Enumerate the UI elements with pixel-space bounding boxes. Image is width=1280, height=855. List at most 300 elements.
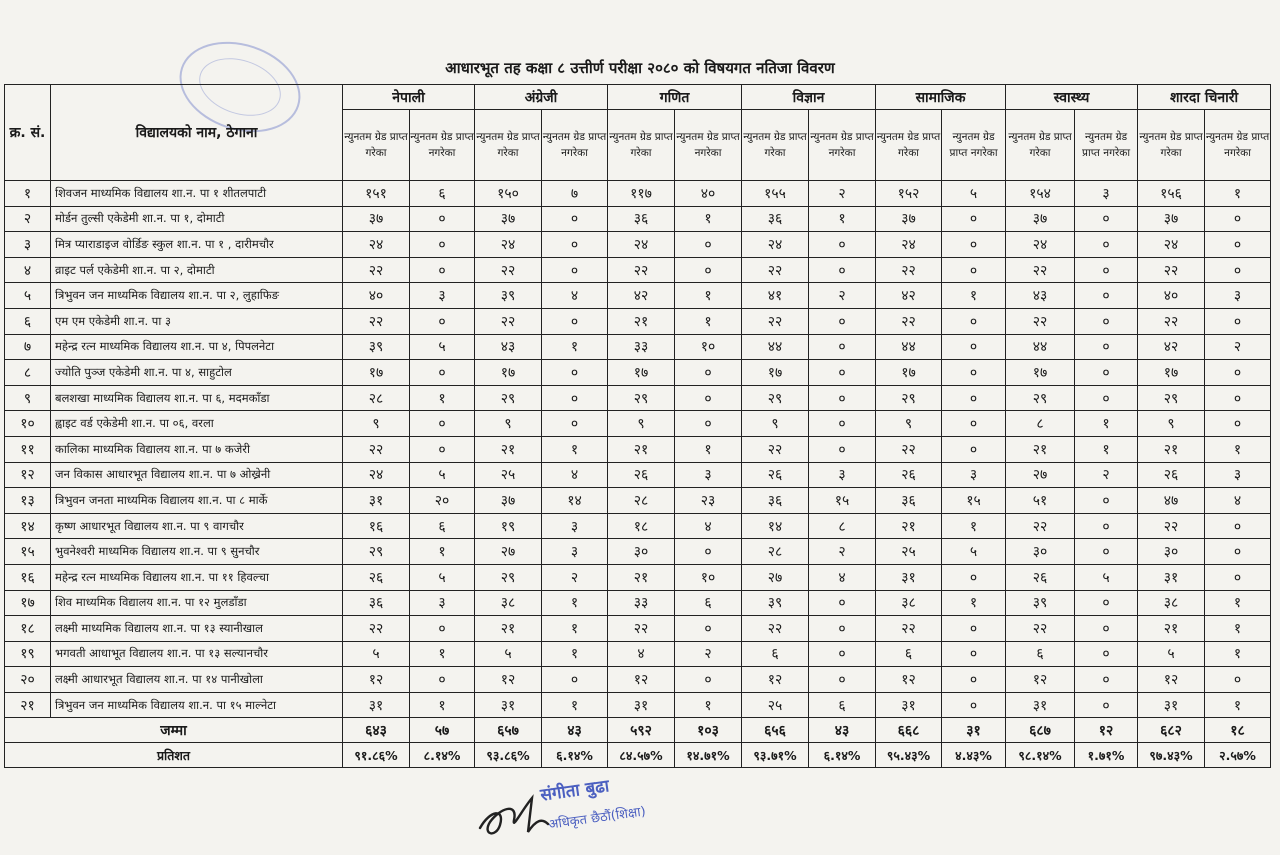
col-header-failed: न्युनतम ग्रेड प्राप्त नगरेका — [1205, 110, 1271, 181]
cell-passed: ९ — [608, 411, 675, 437]
cell-failed: ३ — [542, 539, 608, 565]
cell-passed: ५ — [475, 641, 542, 667]
cell-failed: १ — [410, 692, 475, 718]
cell-failed: ० — [809, 257, 876, 283]
cell-passed: ३१ — [608, 692, 675, 718]
percent-row — [5, 743, 1271, 768]
cell-passed: १४ — [742, 513, 809, 539]
cell-passed: ४० — [343, 283, 410, 309]
percent-cell: ९८.१४% — [1006, 743, 1075, 768]
percent-cell: ९१.८६% — [343, 743, 410, 768]
cell-failed: १० — [675, 334, 742, 360]
row-sn: १४ — [5, 513, 51, 539]
cell-passed: ३६ — [343, 590, 410, 616]
table-row — [5, 385, 1271, 411]
cell-passed: १७ — [608, 360, 675, 386]
cell-passed: २५ — [876, 539, 942, 565]
cell-failed: ० — [1205, 232, 1271, 258]
cell-passed: ३६ — [876, 488, 942, 514]
percent-cell: १४.७१% — [675, 743, 742, 768]
cell-passed: ३८ — [1138, 590, 1205, 616]
cell-failed: १५ — [809, 488, 876, 514]
cell-passed: १२ — [742, 667, 809, 693]
cell-failed: ० — [809, 232, 876, 258]
cell-failed: ० — [542, 411, 608, 437]
col-header-passed: न्युनतम ग्रेड प्राप्त गरेका — [475, 110, 542, 181]
cell-passed: २२ — [343, 308, 410, 334]
col-header-subject: नेपाली — [343, 85, 475, 110]
cell-failed: १५ — [942, 488, 1006, 514]
cell-failed: १ — [542, 692, 608, 718]
cell-passed: ४४ — [742, 334, 809, 360]
cell-passed: ३९ — [343, 334, 410, 360]
col-header-passed: न्युनतम ग्रेड प्राप्त गरेका — [343, 110, 410, 181]
cell-passed: १९ — [475, 513, 542, 539]
cell-passed: ९ — [1138, 411, 1205, 437]
row-school-name: लक्ष्मी आधारभूत विद्यालय शा.न. पा १४ पानीखोला — [51, 667, 343, 693]
cell-failed: ० — [1075, 308, 1138, 334]
total-cell: ३१ — [942, 718, 1006, 743]
cell-passed: २२ — [1006, 308, 1075, 334]
cell-passed: १२ — [343, 667, 410, 693]
cell-failed: १ — [542, 590, 608, 616]
table-row — [5, 590, 1271, 616]
cell-failed: ६ — [675, 590, 742, 616]
cell-failed: ० — [675, 232, 742, 258]
percent-label: प्रतिशत — [5, 743, 343, 768]
table-row — [5, 181, 1271, 207]
cell-failed: ४ — [542, 462, 608, 488]
col-header-subject: विज्ञान — [742, 85, 876, 110]
cell-passed: २२ — [876, 257, 942, 283]
cell-failed: ५ — [1075, 564, 1138, 590]
cell-failed: ० — [1075, 232, 1138, 258]
cell-passed: १६ — [343, 513, 410, 539]
cell-failed: ० — [1205, 206, 1271, 232]
cell-passed: ३९ — [1006, 590, 1075, 616]
cell-failed: ० — [542, 206, 608, 232]
cell-failed: ० — [809, 385, 876, 411]
total-label: जम्मा — [5, 718, 343, 743]
cell-passed: ४० — [1138, 283, 1205, 309]
row-sn: १७ — [5, 590, 51, 616]
col-header-passed: न्युनतम ग्रेड प्राप्त गरेका — [1006, 110, 1075, 181]
cell-failed: ३ — [1205, 283, 1271, 309]
col-header-failed: न्युनतम ग्रेड प्राप्त नगरेका — [942, 110, 1006, 181]
cell-failed: ० — [809, 308, 876, 334]
cell-failed: १ — [675, 283, 742, 309]
cell-failed: ० — [410, 257, 475, 283]
cell-failed: २० — [410, 488, 475, 514]
total-cell: १२ — [1075, 718, 1138, 743]
cell-failed: ० — [1075, 616, 1138, 642]
cell-failed: ० — [1075, 641, 1138, 667]
cell-failed: ० — [1075, 334, 1138, 360]
cell-passed: ३० — [608, 539, 675, 565]
percent-cell: ९३.८६% — [475, 743, 542, 768]
row-sn: ८ — [5, 360, 51, 386]
percent-cell: ८४.५७% — [608, 743, 675, 768]
cell-passed: २१ — [876, 513, 942, 539]
cell-failed: ० — [1075, 257, 1138, 283]
results-table — [4, 84, 1271, 768]
cell-passed: २२ — [876, 436, 942, 462]
cell-failed: ० — [809, 590, 876, 616]
cell-passed: १२ — [1138, 667, 1205, 693]
cell-passed: ८ — [1006, 411, 1075, 437]
total-cell: ६५७ — [475, 718, 542, 743]
cell-failed: १ — [1205, 590, 1271, 616]
cell-failed: ० — [1075, 283, 1138, 309]
table-row — [5, 436, 1271, 462]
cell-failed: ५ — [410, 564, 475, 590]
cell-passed: २४ — [876, 232, 942, 258]
cell-failed: १ — [410, 385, 475, 411]
cell-passed: २९ — [876, 385, 942, 411]
cell-failed: ० — [1205, 513, 1271, 539]
cell-passed: २६ — [343, 564, 410, 590]
cell-passed: २४ — [608, 232, 675, 258]
row-sn: २ — [5, 206, 51, 232]
row-school-name: भगवती आधाभूत विद्यालय शा.न. पा १३ सल्यानचौर — [51, 641, 343, 667]
cell-passed: २१ — [1138, 436, 1205, 462]
row-sn: १३ — [5, 488, 51, 514]
signature-name: संगीता बुढा — [539, 776, 611, 806]
cell-failed: ० — [542, 232, 608, 258]
cell-passed: ३७ — [475, 206, 542, 232]
cell-failed: १ — [675, 692, 742, 718]
cell-failed: १ — [675, 436, 742, 462]
cell-failed: २ — [542, 564, 608, 590]
col-header-passed: न्युनतम ग्रेड प्राप्त गरेका — [876, 110, 942, 181]
cell-passed: २२ — [475, 257, 542, 283]
cell-passed: २२ — [1138, 513, 1205, 539]
row-sn: ७ — [5, 334, 51, 360]
table-row — [5, 308, 1271, 334]
cell-failed: ४ — [675, 513, 742, 539]
cell-failed: ० — [675, 257, 742, 283]
row-school-name: महेन्द्र रत्न माध्यमिक विद्यालय शा.न. पा ११ हिवल्चा — [51, 564, 343, 590]
row-school-name: बलशखा माध्यमिक विद्यालय शा.न. पा ६, मदमकाँडा — [51, 385, 343, 411]
cell-failed: ४० — [675, 181, 742, 207]
row-sn: १५ — [5, 539, 51, 565]
cell-passed: २२ — [608, 616, 675, 642]
cell-failed: २ — [809, 283, 876, 309]
cell-passed: २७ — [742, 564, 809, 590]
col-header-subject: गणित — [608, 85, 742, 110]
percent-cell: ६.१४% — [809, 743, 876, 768]
cell-passed: २७ — [1006, 462, 1075, 488]
total-cell: १०३ — [675, 718, 742, 743]
cell-failed: ० — [1205, 257, 1271, 283]
row-sn: १ — [5, 181, 51, 207]
cell-failed: १ — [410, 539, 475, 565]
cell-passed: २४ — [742, 232, 809, 258]
cell-failed: ३ — [410, 283, 475, 309]
cell-failed: १ — [1075, 411, 1138, 437]
table-row — [5, 283, 1271, 309]
cell-passed: २१ — [608, 564, 675, 590]
cell-failed: ४ — [542, 283, 608, 309]
cell-passed: ११७ — [608, 181, 675, 207]
cell-failed: ० — [1075, 539, 1138, 565]
cell-passed: १५१ — [343, 181, 410, 207]
cell-passed: ५ — [343, 641, 410, 667]
cell-failed: ० — [1205, 564, 1271, 590]
cell-passed: २९ — [343, 539, 410, 565]
cell-failed: ० — [1205, 411, 1271, 437]
row-school-name: जन विकास आधारभूत विद्यालय शा.न. पा ७ ओख्रेनी — [51, 462, 343, 488]
cell-failed: ० — [942, 360, 1006, 386]
cell-passed: १७ — [742, 360, 809, 386]
cell-passed: २६ — [876, 462, 942, 488]
total-row — [5, 718, 1271, 743]
cell-passed: ३९ — [475, 283, 542, 309]
cell-failed: ० — [410, 206, 475, 232]
cell-failed: ० — [1075, 488, 1138, 514]
cell-failed: ५ — [410, 334, 475, 360]
cell-failed: ० — [1075, 590, 1138, 616]
cell-failed: ० — [942, 436, 1006, 462]
cell-failed: ० — [675, 667, 742, 693]
cell-passed: २६ — [1006, 564, 1075, 590]
cell-failed: ५ — [942, 539, 1006, 565]
cell-passed: २९ — [1138, 385, 1205, 411]
percent-cell: १.७१% — [1075, 743, 1138, 768]
table-row — [5, 641, 1271, 667]
cell-passed: २५ — [742, 692, 809, 718]
cell-failed: १ — [1205, 436, 1271, 462]
col-header-subject: शारदा चिनारी — [1138, 85, 1271, 110]
cell-passed: ३३ — [608, 590, 675, 616]
cell-passed: २२ — [608, 257, 675, 283]
cell-failed: १ — [1205, 181, 1271, 207]
cell-failed: २ — [675, 641, 742, 667]
cell-failed: १ — [1205, 616, 1271, 642]
col-header-failed: न्युनतम ग्रेड प्राप्त नगरेका — [809, 110, 876, 181]
col-header-failed: न्युनतम ग्रेड प्राप्त नगरेका — [542, 110, 608, 181]
cell-passed: ४२ — [1138, 334, 1205, 360]
table-body — [5, 181, 1271, 718]
cell-passed: ४३ — [1006, 283, 1075, 309]
table-row — [5, 513, 1271, 539]
cell-failed: ० — [542, 308, 608, 334]
cell-passed: ६ — [1006, 641, 1075, 667]
cell-passed: ३९ — [742, 590, 809, 616]
cell-passed: २४ — [1138, 232, 1205, 258]
cell-passed: ४७ — [1138, 488, 1205, 514]
col-header-sn: क्र. सं. — [5, 85, 51, 181]
cell-passed: २९ — [475, 385, 542, 411]
cell-passed: २४ — [475, 232, 542, 258]
row-school-name: ज्योति पुञ्ज एकेडेमी शा.न. पा ४, साहुटोल — [51, 360, 343, 386]
cell-failed: ० — [942, 641, 1006, 667]
cell-passed: ३१ — [343, 488, 410, 514]
cell-failed: १० — [675, 564, 742, 590]
total-cell: ६८७ — [1006, 718, 1075, 743]
col-header-subject: स्वास्थ्य — [1006, 85, 1138, 110]
col-header-subject: सामाजिक — [876, 85, 1006, 110]
row-school-name: ह्वाइट वर्ड एकेडेमी शा.न. पा ०६, वरला — [51, 411, 343, 437]
cell-failed: ० — [942, 232, 1006, 258]
row-school-name: कृष्ण आधारभूत विद्यालय शा.न. पा ९ वागचौर — [51, 513, 343, 539]
cell-failed: ० — [1075, 667, 1138, 693]
cell-passed: ६ — [742, 641, 809, 667]
cell-passed: ३८ — [475, 590, 542, 616]
cell-passed: २२ — [1006, 257, 1075, 283]
col-header-passed: न्युनतम ग्रेड प्राप्त गरेका — [1138, 110, 1205, 181]
row-school-name: एम एम एकेडेमी शा.न. पा ३ — [51, 308, 343, 334]
row-sn: १९ — [5, 641, 51, 667]
cell-failed: ४ — [809, 564, 876, 590]
cell-passed: ३१ — [1138, 564, 1205, 590]
cell-failed: ० — [1075, 692, 1138, 718]
cell-passed: ३७ — [1006, 206, 1075, 232]
cell-failed: ० — [1075, 360, 1138, 386]
cell-passed: १५० — [475, 181, 542, 207]
cell-passed: २२ — [1006, 616, 1075, 642]
cell-passed: २४ — [1006, 232, 1075, 258]
cell-passed: २४ — [343, 462, 410, 488]
row-sn: ५ — [5, 283, 51, 309]
percent-cell: ९७.४३% — [1138, 743, 1205, 768]
table-row — [5, 616, 1271, 642]
percent-cell: ४.४३% — [942, 743, 1006, 768]
cell-failed: ० — [410, 436, 475, 462]
cell-passed: २५ — [475, 462, 542, 488]
total-cell: ६६८ — [876, 718, 942, 743]
cell-passed: २२ — [1138, 257, 1205, 283]
percent-cell: ९५.४३% — [876, 743, 942, 768]
cell-passed: २८ — [343, 385, 410, 411]
cell-failed: ० — [809, 616, 876, 642]
cell-failed: १ — [410, 641, 475, 667]
cell-failed: ० — [542, 360, 608, 386]
cell-passed: १२ — [1006, 667, 1075, 693]
row-sn: १६ — [5, 564, 51, 590]
cell-failed: ३ — [1205, 462, 1271, 488]
cell-failed: ० — [942, 692, 1006, 718]
cell-failed: ० — [410, 667, 475, 693]
cell-passed: २८ — [608, 488, 675, 514]
cell-passed: १८ — [608, 513, 675, 539]
cell-failed: ३ — [410, 590, 475, 616]
total-cell: ४३ — [542, 718, 608, 743]
cell-passed: १५४ — [1006, 181, 1075, 207]
cell-passed: ३६ — [608, 206, 675, 232]
row-sn: ४ — [5, 257, 51, 283]
percent-cell: ९३.७१% — [742, 743, 809, 768]
row-school-name: शिवजन माध्यमिक विद्यालय शा.न. पा १ शीतलपाटी — [51, 181, 343, 207]
cell-failed: ० — [809, 334, 876, 360]
cell-passed: ३१ — [1006, 692, 1075, 718]
cell-failed: ८ — [809, 513, 876, 539]
cell-failed: २ — [809, 539, 876, 565]
row-sn: १२ — [5, 462, 51, 488]
cell-failed: १ — [942, 513, 1006, 539]
percent-cell: ८.१४% — [410, 743, 475, 768]
cell-passed: २१ — [608, 436, 675, 462]
total-cell: ६५६ — [742, 718, 809, 743]
cell-passed: २१ — [475, 436, 542, 462]
cell-failed: ० — [942, 411, 1006, 437]
cell-failed: ६ — [809, 692, 876, 718]
cell-failed: ० — [942, 385, 1006, 411]
cell-failed: ० — [675, 616, 742, 642]
total-cell: ५७ — [410, 718, 475, 743]
cell-failed: १ — [542, 616, 608, 642]
cell-passed: २९ — [608, 385, 675, 411]
cell-passed: १५६ — [1138, 181, 1205, 207]
cell-failed: १ — [542, 641, 608, 667]
row-sn: २० — [5, 667, 51, 693]
cell-passed: ४२ — [876, 283, 942, 309]
cell-passed: ३७ — [343, 206, 410, 232]
cell-passed: ९ — [742, 411, 809, 437]
cell-passed: २४ — [343, 232, 410, 258]
cell-failed: १ — [1205, 692, 1271, 718]
cell-passed: ३१ — [876, 692, 942, 718]
table-row — [5, 539, 1271, 565]
cell-failed: ० — [1205, 539, 1271, 565]
cell-passed: २१ — [1006, 436, 1075, 462]
row-school-name: त्रिभुवन जन माध्यमिक विद्यालय शा.न. पा २, लुहाफिङ — [51, 283, 343, 309]
cell-failed: ० — [942, 206, 1006, 232]
cell-failed: ० — [675, 360, 742, 386]
row-sn: ३ — [5, 232, 51, 258]
cell-failed: ० — [1205, 667, 1271, 693]
cell-failed: ० — [410, 616, 475, 642]
cell-failed: १ — [542, 334, 608, 360]
cell-passed: १२ — [608, 667, 675, 693]
cell-failed: ७ — [542, 181, 608, 207]
cell-failed: १ — [942, 283, 1006, 309]
col-header-school: विद्यालयको नाम, ठेगाना — [51, 85, 343, 181]
percent-cell: ६.१४% — [542, 743, 608, 768]
cell-failed: ० — [942, 667, 1006, 693]
cell-failed: ० — [942, 616, 1006, 642]
cell-failed: १ — [675, 308, 742, 334]
cell-passed: १७ — [475, 360, 542, 386]
cell-passed: २१ — [475, 616, 542, 642]
cell-passed: ३६ — [742, 488, 809, 514]
cell-passed: २२ — [742, 308, 809, 334]
cell-failed: ० — [809, 411, 876, 437]
cell-passed: ५ — [1138, 641, 1205, 667]
cell-failed: ० — [410, 308, 475, 334]
col-header-failed: न्युनतम ग्रेड प्राप्त नगरेका — [410, 110, 475, 181]
cell-passed: ४४ — [1006, 334, 1075, 360]
row-school-name: कालिका माध्यमिक विद्यालय शा.न. पा ७ कजेरी — [51, 436, 343, 462]
cell-passed: ३१ — [876, 564, 942, 590]
cell-passed: २२ — [343, 616, 410, 642]
cell-failed: ० — [809, 667, 876, 693]
cell-failed: १ — [942, 590, 1006, 616]
table-row — [5, 232, 1271, 258]
cell-passed: १५२ — [876, 181, 942, 207]
cell-failed: ० — [942, 334, 1006, 360]
row-school-name: मोर्डन तुल्सी एकेडेमी शा.न. पा १, दोमाटी — [51, 206, 343, 232]
cell-failed: ० — [542, 257, 608, 283]
cell-passed: १५५ — [742, 181, 809, 207]
cell-passed: १२ — [876, 667, 942, 693]
cell-failed: १४ — [542, 488, 608, 514]
col-header-failed: न्युनतम ग्रेड प्राप्त नगरेका — [675, 110, 742, 181]
cell-failed: १ — [675, 206, 742, 232]
cell-failed: २ — [809, 181, 876, 207]
cell-failed: ० — [1075, 206, 1138, 232]
row-school-name: मित्र प्याराडाइज वोर्डिङ स्कुल शा.न. पा १ , दारीमचौर — [51, 232, 343, 258]
